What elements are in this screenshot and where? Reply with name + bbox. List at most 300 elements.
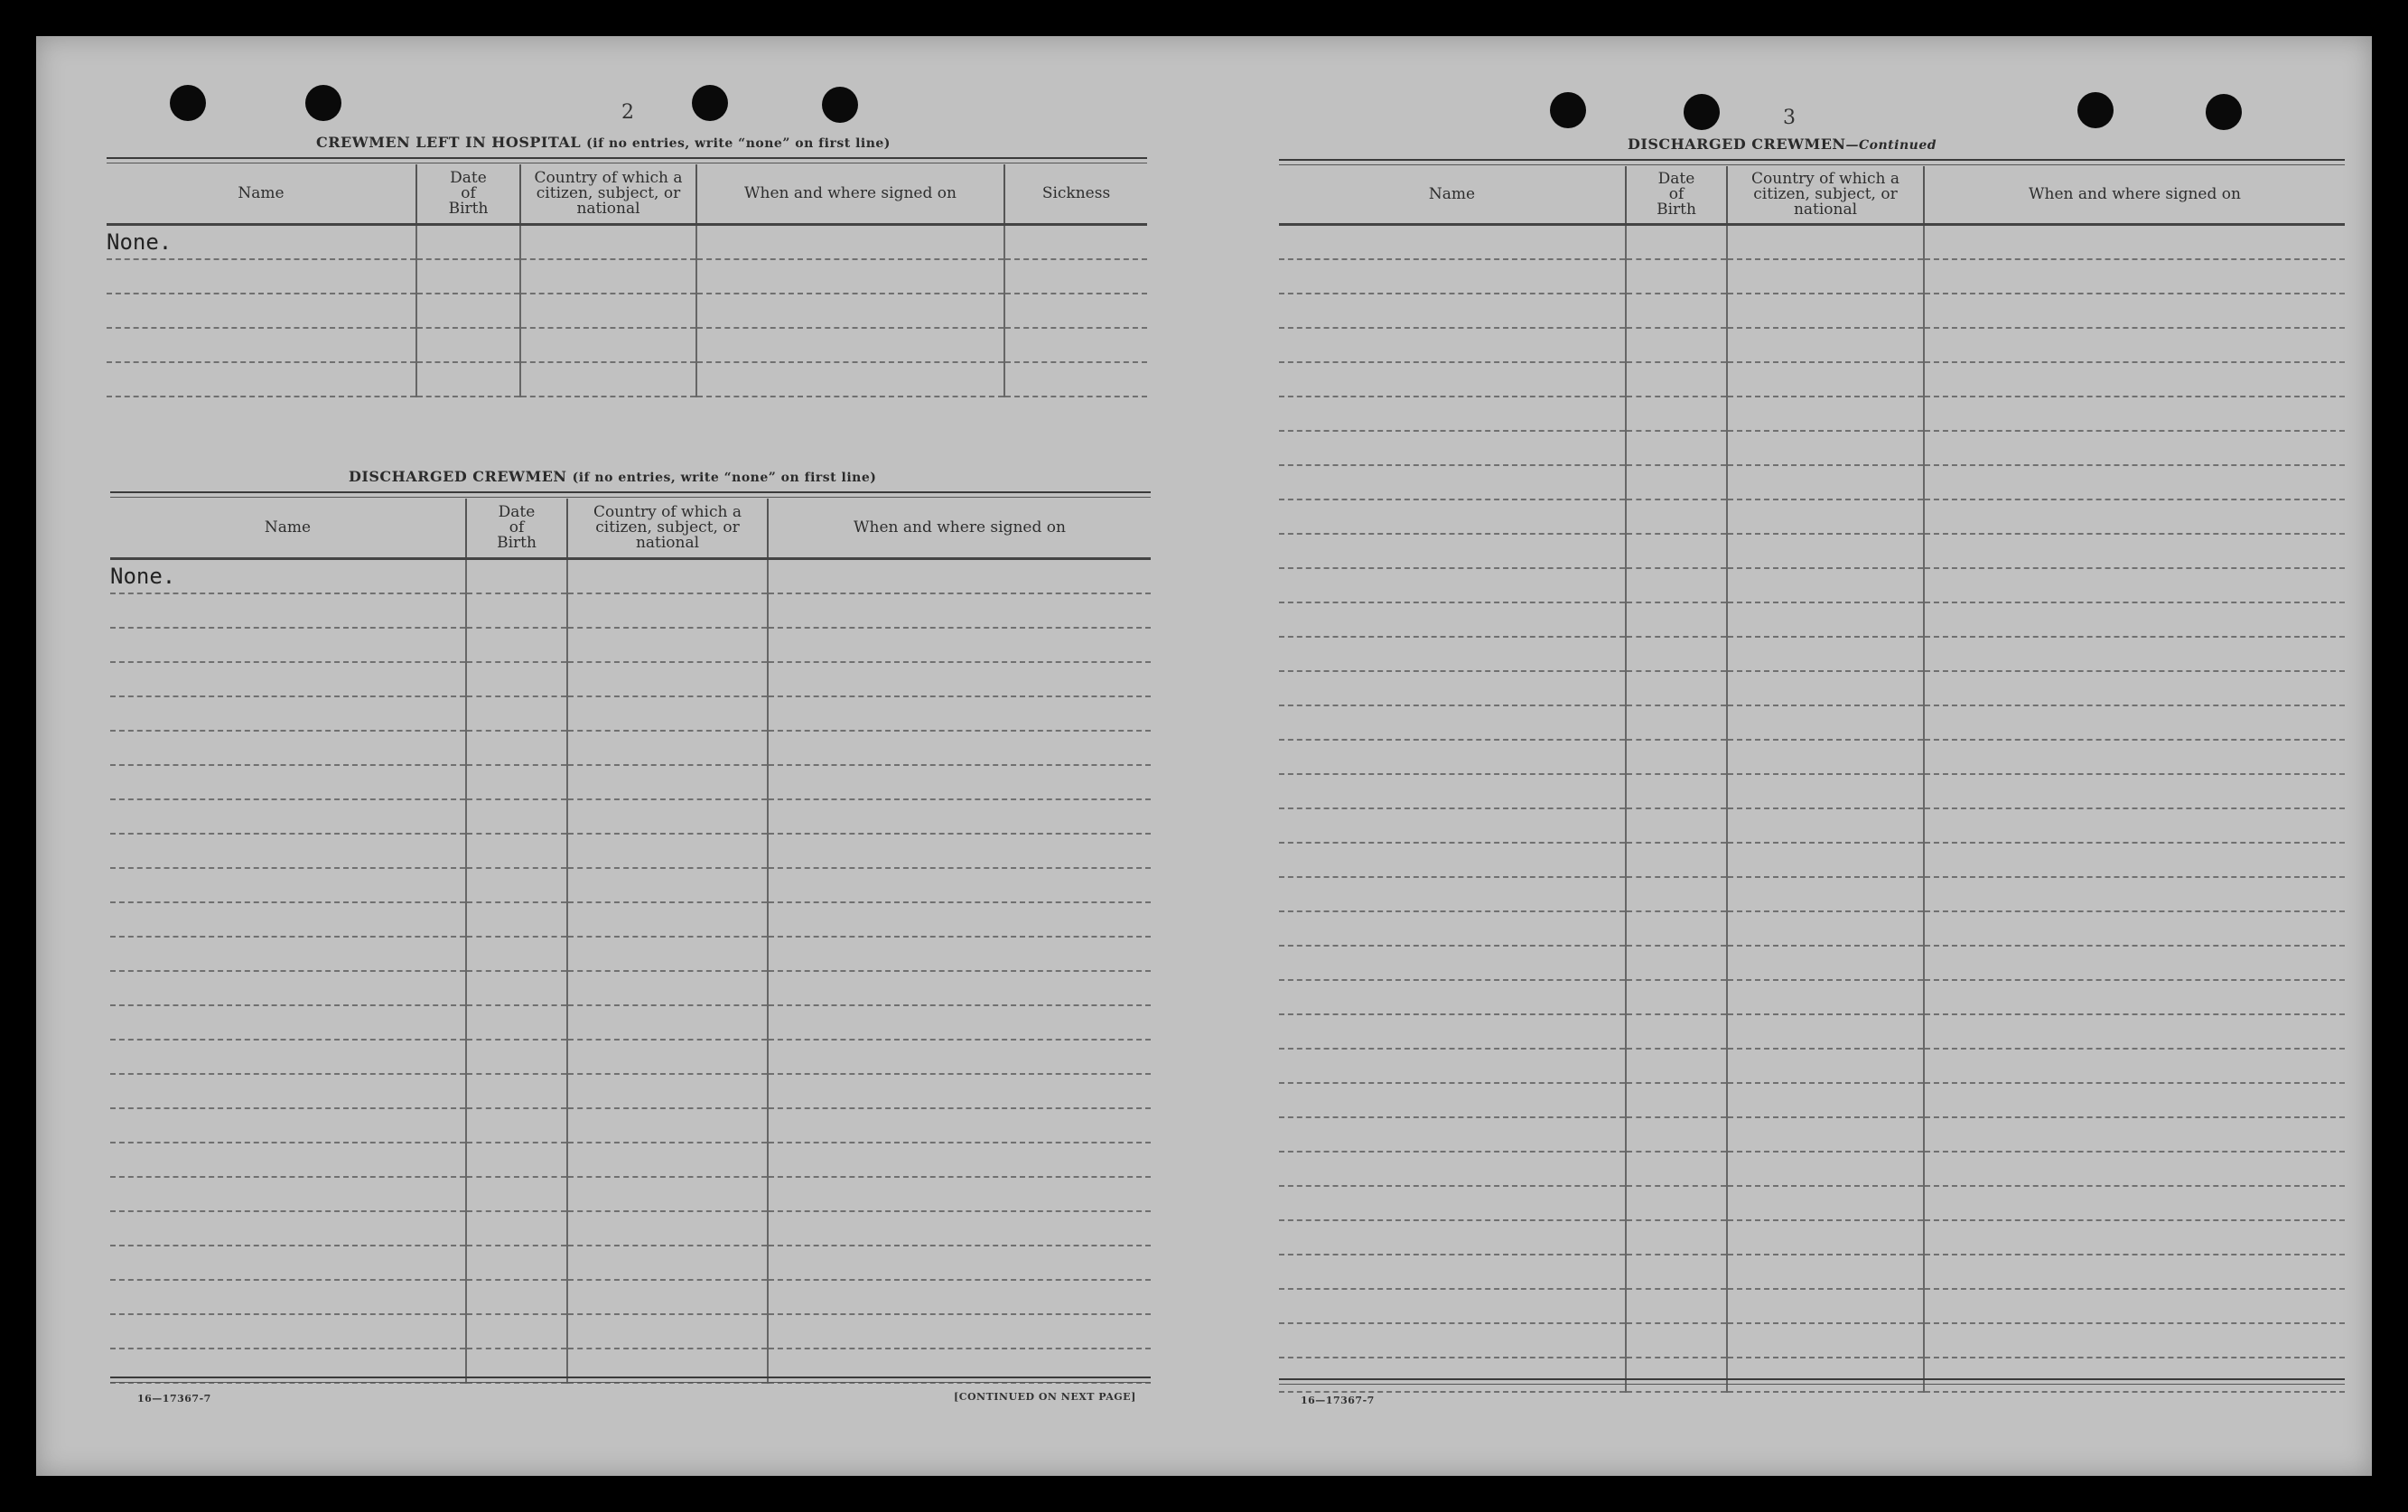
table-cell bbox=[1279, 843, 1626, 877]
table-cell bbox=[110, 1280, 466, 1314]
table-cell bbox=[1727, 534, 1924, 568]
table-cell bbox=[1279, 1049, 1626, 1083]
page-number-left: 2 bbox=[621, 101, 634, 124]
table-row bbox=[110, 593, 1151, 628]
table-cell bbox=[1004, 224, 1147, 259]
table-cell bbox=[1279, 328, 1626, 362]
table-cell bbox=[696, 294, 1004, 328]
hospital-top-rule bbox=[107, 157, 1147, 163]
table-cell bbox=[1924, 1117, 2345, 1152]
hospital-title-text: CREWMEN LEFT IN HOSPITAL bbox=[316, 134, 582, 151]
table-cell bbox=[1626, 1220, 1727, 1255]
table-cell bbox=[110, 799, 466, 834]
table-cell bbox=[1727, 808, 1924, 843]
table-cell bbox=[567, 1108, 768, 1143]
table-cell bbox=[567, 1177, 768, 1211]
table-cell bbox=[1279, 911, 1626, 946]
table-cell bbox=[1924, 1049, 2345, 1083]
table-cell bbox=[1727, 774, 1924, 808]
table-cell bbox=[768, 731, 1151, 765]
table-row bbox=[110, 628, 1151, 662]
table-cell bbox=[110, 1143, 466, 1177]
right-top-rule bbox=[1279, 159, 2345, 165]
col-header-signed-on: When and where signed on bbox=[696, 164, 1004, 224]
table-cell bbox=[1727, 671, 1924, 705]
table-cell bbox=[1279, 499, 1626, 534]
table-row bbox=[1279, 362, 2345, 397]
table-cell bbox=[1626, 877, 1727, 911]
table-cell bbox=[466, 1246, 567, 1280]
table-cell bbox=[1279, 705, 1626, 740]
table-cell bbox=[110, 628, 466, 662]
table-row bbox=[1279, 1083, 2345, 1117]
col-header-name: Name bbox=[1279, 166, 1626, 224]
table-cell bbox=[466, 1040, 567, 1074]
table-cell bbox=[466, 765, 567, 799]
table-cell bbox=[768, 593, 1151, 628]
table-cell bbox=[768, 1074, 1151, 1108]
table-cell bbox=[1626, 1255, 1727, 1289]
table-cell bbox=[1626, 465, 1727, 499]
table-row bbox=[110, 1211, 1151, 1246]
table-cell bbox=[696, 362, 1004, 397]
table-cell bbox=[1924, 980, 2345, 1014]
table-cell bbox=[416, 224, 520, 259]
table-row bbox=[1279, 843, 2345, 877]
table-cell bbox=[768, 799, 1151, 834]
table-row bbox=[110, 868, 1151, 902]
table-cell bbox=[1727, 397, 1924, 431]
table-cell bbox=[1727, 294, 1924, 328]
discharged-table-right bbox=[1279, 166, 2345, 1393]
table-cell bbox=[768, 1280, 1151, 1314]
table-cell bbox=[1626, 294, 1727, 328]
table-row bbox=[1279, 946, 2345, 980]
table-cell bbox=[466, 1108, 567, 1143]
table-cell bbox=[1924, 397, 2345, 431]
table-cell bbox=[1727, 911, 1924, 946]
table-cell bbox=[1727, 602, 1924, 637]
punch-hole bbox=[305, 85, 341, 121]
table-cell bbox=[466, 558, 567, 593]
table-cell bbox=[110, 1177, 466, 1211]
table-cell bbox=[110, 696, 466, 731]
table-row bbox=[107, 328, 1147, 362]
table-cell bbox=[1924, 1323, 2345, 1358]
table-cell bbox=[768, 1211, 1151, 1246]
table-cell bbox=[1727, 1014, 1924, 1049]
table-cell bbox=[1727, 362, 1924, 397]
table-cell bbox=[1626, 362, 1727, 397]
table-cell bbox=[1279, 637, 1626, 671]
table-cell bbox=[567, 628, 768, 662]
table-cell bbox=[466, 1314, 567, 1349]
table-row bbox=[1279, 740, 2345, 774]
table-cell bbox=[1279, 431, 1626, 465]
typed-entry: None. bbox=[110, 558, 466, 593]
table-cell bbox=[768, 662, 1151, 696]
table-cell bbox=[1924, 946, 2345, 980]
table-cell bbox=[1727, 259, 1924, 294]
table-cell bbox=[567, 971, 768, 1005]
table-cell bbox=[110, 902, 466, 937]
table-cell bbox=[1924, 705, 2345, 740]
table-cell bbox=[1626, 431, 1727, 465]
table-row bbox=[1279, 328, 2345, 362]
table-cell bbox=[1004, 259, 1147, 294]
col-header-signed-on: When and where signed on bbox=[768, 499, 1151, 558]
table-cell bbox=[1279, 1083, 1626, 1117]
table-cell bbox=[1626, 259, 1727, 294]
col-header-country: Country of which a citizen, subject, or national bbox=[567, 499, 768, 558]
table-cell bbox=[1924, 911, 2345, 946]
table-cell bbox=[1626, 671, 1727, 705]
table-cell bbox=[1279, 568, 1626, 602]
table-cell bbox=[1279, 946, 1626, 980]
table-row bbox=[1279, 431, 2345, 465]
table-cell bbox=[520, 362, 696, 397]
table-cell bbox=[466, 1211, 567, 1246]
table-cell bbox=[1924, 1358, 2345, 1392]
table-cell bbox=[416, 362, 520, 397]
table-cell bbox=[466, 628, 567, 662]
table-cell bbox=[107, 259, 416, 294]
table-cell bbox=[1727, 946, 1924, 980]
table-cell bbox=[1626, 1289, 1727, 1323]
table-row bbox=[1279, 1358, 2345, 1392]
table-cell bbox=[1924, 294, 2345, 328]
table-row bbox=[1279, 259, 2345, 294]
table-cell bbox=[1626, 602, 1727, 637]
table-cell bbox=[1279, 808, 1626, 843]
table-cell bbox=[567, 1246, 768, 1280]
table-row bbox=[110, 558, 1151, 593]
table-cell bbox=[1279, 877, 1626, 911]
table-cell bbox=[1924, 224, 2345, 259]
table-row bbox=[1279, 602, 2345, 637]
table-row bbox=[107, 224, 1147, 259]
document-sheet bbox=[36, 36, 2372, 1476]
table-cell bbox=[1727, 843, 1924, 877]
table-cell bbox=[520, 328, 696, 362]
col-header-name: Name bbox=[110, 499, 466, 558]
table-cell bbox=[1924, 568, 2345, 602]
table-cell bbox=[1626, 1323, 1727, 1358]
table-cell bbox=[1279, 671, 1626, 705]
table-cell bbox=[567, 937, 768, 971]
table-cell bbox=[696, 328, 1004, 362]
table-row bbox=[110, 971, 1151, 1005]
table-cell bbox=[1924, 431, 2345, 465]
table-cell bbox=[1727, 1358, 1924, 1392]
table-cell bbox=[1279, 602, 1626, 637]
table-cell bbox=[1727, 1323, 1924, 1358]
table-cell bbox=[1727, 1289, 1924, 1323]
table-cell bbox=[110, 662, 466, 696]
table-cell bbox=[1626, 1014, 1727, 1049]
table-row bbox=[1279, 1220, 2345, 1255]
table-cell bbox=[1626, 1358, 1727, 1392]
table-cell bbox=[107, 362, 416, 397]
table-cell bbox=[768, 696, 1151, 731]
table-cell bbox=[1727, 1083, 1924, 1117]
table-cell bbox=[1626, 774, 1727, 808]
table-cell bbox=[768, 902, 1151, 937]
table-cell bbox=[1626, 740, 1727, 774]
table-cell bbox=[110, 1246, 466, 1280]
table-row bbox=[1279, 774, 2345, 808]
table-cell bbox=[567, 1314, 768, 1349]
table-cell bbox=[110, 1314, 466, 1349]
table-cell bbox=[1924, 1083, 2345, 1117]
table-cell bbox=[1727, 637, 1924, 671]
table-row bbox=[1279, 808, 2345, 843]
table-cell bbox=[1727, 499, 1924, 534]
table-row bbox=[110, 1143, 1151, 1177]
table-cell bbox=[1727, 431, 1924, 465]
table-row bbox=[110, 1314, 1151, 1349]
table-cell bbox=[768, 834, 1151, 868]
table-cell bbox=[567, 834, 768, 868]
discharged-top-rule bbox=[110, 491, 1151, 498]
table-row bbox=[1279, 1186, 2345, 1220]
table-cell bbox=[520, 259, 696, 294]
table-cell bbox=[416, 328, 520, 362]
table-cell bbox=[110, 1211, 466, 1246]
right-title-suffix: —Continued bbox=[1845, 138, 1937, 153]
table-row bbox=[110, 1280, 1151, 1314]
table-cell bbox=[110, 1074, 466, 1108]
table-cell bbox=[466, 1177, 567, 1211]
table-cell bbox=[567, 902, 768, 937]
table-cell bbox=[1626, 843, 1727, 877]
table-row bbox=[1279, 294, 2345, 328]
table-row bbox=[110, 937, 1151, 971]
table-cell bbox=[110, 1005, 466, 1040]
col-header-country: Country of which a citizen, subject, or national bbox=[520, 164, 696, 224]
punch-hole bbox=[170, 85, 206, 121]
table-cell bbox=[1626, 499, 1727, 534]
table-cell bbox=[768, 1143, 1151, 1177]
table-cell bbox=[768, 971, 1151, 1005]
table-cell bbox=[567, 1005, 768, 1040]
table-cell bbox=[1626, 705, 1727, 740]
table-row bbox=[110, 765, 1151, 799]
right-bottom-rule bbox=[1279, 1378, 2345, 1385]
table-row bbox=[1279, 980, 2345, 1014]
table-cell bbox=[466, 662, 567, 696]
table-cell bbox=[1279, 740, 1626, 774]
table-cell bbox=[1626, 637, 1727, 671]
table-cell bbox=[1727, 328, 1924, 362]
table-cell bbox=[1626, 1117, 1727, 1152]
continued-note: [CONTINUED ON NEXT PAGE] bbox=[954, 1391, 1136, 1403]
table-cell bbox=[1626, 1186, 1727, 1220]
col-header-date-of-birth: Date of Birth bbox=[1626, 166, 1727, 224]
table-cell bbox=[107, 328, 416, 362]
table-cell bbox=[466, 868, 567, 902]
table-cell bbox=[567, 799, 768, 834]
punch-hole bbox=[822, 87, 858, 123]
table-cell bbox=[567, 868, 768, 902]
table-cell bbox=[466, 937, 567, 971]
table-cell bbox=[768, 1314, 1151, 1349]
table-cell bbox=[1626, 534, 1727, 568]
table-cell bbox=[110, 971, 466, 1005]
table-row bbox=[1279, 1014, 2345, 1049]
table-cell bbox=[107, 294, 416, 328]
table-cell bbox=[1727, 740, 1924, 774]
table-row bbox=[110, 731, 1151, 765]
table-cell bbox=[1924, 1014, 2345, 1049]
punch-hole bbox=[692, 85, 728, 121]
table-cell bbox=[1004, 328, 1147, 362]
table-cell bbox=[1727, 705, 1924, 740]
table-cell bbox=[1279, 362, 1626, 397]
table-cell bbox=[567, 558, 768, 593]
right-section-title bbox=[1628, 135, 1937, 153]
table-row bbox=[1279, 911, 2345, 946]
table-row bbox=[1279, 671, 2345, 705]
table-row bbox=[110, 696, 1151, 731]
table-cell bbox=[1004, 294, 1147, 328]
table-row bbox=[1279, 1323, 2345, 1358]
table-row bbox=[1279, 534, 2345, 568]
table-cell bbox=[1626, 1083, 1727, 1117]
table-row bbox=[110, 799, 1151, 834]
table-cell bbox=[1727, 1117, 1924, 1152]
discharged-title-text: DISCHARGED CREWMEN bbox=[349, 468, 567, 485]
table-cell bbox=[1626, 1049, 1727, 1083]
table-cell bbox=[567, 731, 768, 765]
table-cell bbox=[1279, 980, 1626, 1014]
table-row bbox=[1279, 877, 2345, 911]
table-cell bbox=[466, 902, 567, 937]
punch-hole bbox=[1684, 94, 1720, 130]
table-row bbox=[1279, 1152, 2345, 1186]
table-cell bbox=[1924, 1220, 2345, 1255]
table-cell bbox=[1626, 397, 1727, 431]
table-cell bbox=[1727, 1049, 1924, 1083]
table-cell bbox=[768, 868, 1151, 902]
table-row bbox=[110, 1040, 1151, 1074]
table-cell bbox=[567, 696, 768, 731]
table-cell bbox=[520, 224, 696, 259]
table-cell bbox=[567, 1280, 768, 1314]
table-cell bbox=[1727, 224, 1924, 259]
table-cell bbox=[1924, 534, 2345, 568]
table-cell bbox=[696, 224, 1004, 259]
table-cell bbox=[466, 731, 567, 765]
table-row bbox=[1279, 1049, 2345, 1083]
table-cell bbox=[466, 1005, 567, 1040]
table-row bbox=[1279, 1117, 2345, 1152]
table-cell bbox=[567, 765, 768, 799]
table-cell bbox=[1924, 1289, 2345, 1323]
right-title-text: DISCHARGED CREWMEN bbox=[1628, 135, 1846, 153]
table-cell bbox=[520, 294, 696, 328]
table-cell bbox=[1279, 465, 1626, 499]
table-cell bbox=[1279, 1220, 1626, 1255]
table-cell bbox=[1626, 1152, 1727, 1186]
discharged-bottom-rule bbox=[110, 1377, 1151, 1383]
table-row bbox=[1279, 397, 2345, 431]
table-cell bbox=[567, 593, 768, 628]
table-row bbox=[1279, 1289, 2345, 1323]
table-cell bbox=[1924, 362, 2345, 397]
table-cell bbox=[1279, 259, 1626, 294]
table-row bbox=[107, 362, 1147, 397]
table-cell bbox=[567, 1143, 768, 1177]
table-row bbox=[1279, 705, 2345, 740]
table-cell bbox=[1004, 362, 1147, 397]
table-cell bbox=[466, 1280, 567, 1314]
table-cell bbox=[1279, 294, 1626, 328]
table-cell bbox=[1924, 1186, 2345, 1220]
table-cell bbox=[1279, 534, 1626, 568]
table-cell bbox=[768, 1005, 1151, 1040]
table-cell bbox=[110, 731, 466, 765]
table-cell bbox=[768, 1040, 1151, 1074]
table-cell bbox=[567, 1211, 768, 1246]
table-cell bbox=[1279, 1152, 1626, 1186]
table-row bbox=[110, 662, 1151, 696]
table-cell bbox=[466, 1143, 567, 1177]
col-header-country: Country of which a citizen, subject, or national bbox=[1727, 166, 1924, 224]
table-cell bbox=[1279, 1358, 1626, 1392]
table-cell bbox=[1727, 1152, 1924, 1186]
table-row bbox=[1279, 465, 2345, 499]
discharged-subtitle-text: (if no entries, write “none” on first line) bbox=[572, 471, 877, 485]
table-row bbox=[110, 1005, 1151, 1040]
table-cell bbox=[1924, 671, 2345, 705]
table-row bbox=[1279, 499, 2345, 534]
table-cell bbox=[768, 1246, 1151, 1280]
table-cell bbox=[1279, 1014, 1626, 1049]
discharged-table-left bbox=[110, 499, 1151, 1384]
table-cell bbox=[768, 937, 1151, 971]
hospital-table bbox=[107, 164, 1147, 397]
punch-hole bbox=[1550, 92, 1586, 128]
hospital-subtitle-text: (if no entries, write “none” on first line) bbox=[586, 136, 891, 151]
col-header-date-of-birth: Date of Birth bbox=[466, 499, 567, 558]
table-cell bbox=[1626, 911, 1727, 946]
table-row bbox=[110, 902, 1151, 937]
table-cell bbox=[110, 834, 466, 868]
table-row bbox=[107, 294, 1147, 328]
table-cell bbox=[1626, 946, 1727, 980]
table-cell bbox=[1924, 499, 2345, 534]
table-cell bbox=[1626, 808, 1727, 843]
table-cell bbox=[768, 558, 1151, 593]
table-cell bbox=[110, 593, 466, 628]
table-cell bbox=[1279, 1117, 1626, 1152]
page-number-right: 3 bbox=[1783, 107, 1796, 129]
table-cell bbox=[1626, 224, 1727, 259]
table-cell bbox=[696, 259, 1004, 294]
table-cell bbox=[768, 1177, 1151, 1211]
table-cell bbox=[1924, 877, 2345, 911]
table-cell bbox=[1279, 774, 1626, 808]
table-cell bbox=[1924, 774, 2345, 808]
table-cell bbox=[466, 696, 567, 731]
table-cell bbox=[466, 593, 567, 628]
table-cell bbox=[1727, 877, 1924, 911]
table-cell bbox=[1626, 568, 1727, 602]
table-cell bbox=[1727, 1186, 1924, 1220]
table-row bbox=[1279, 224, 2345, 259]
table-cell bbox=[110, 868, 466, 902]
